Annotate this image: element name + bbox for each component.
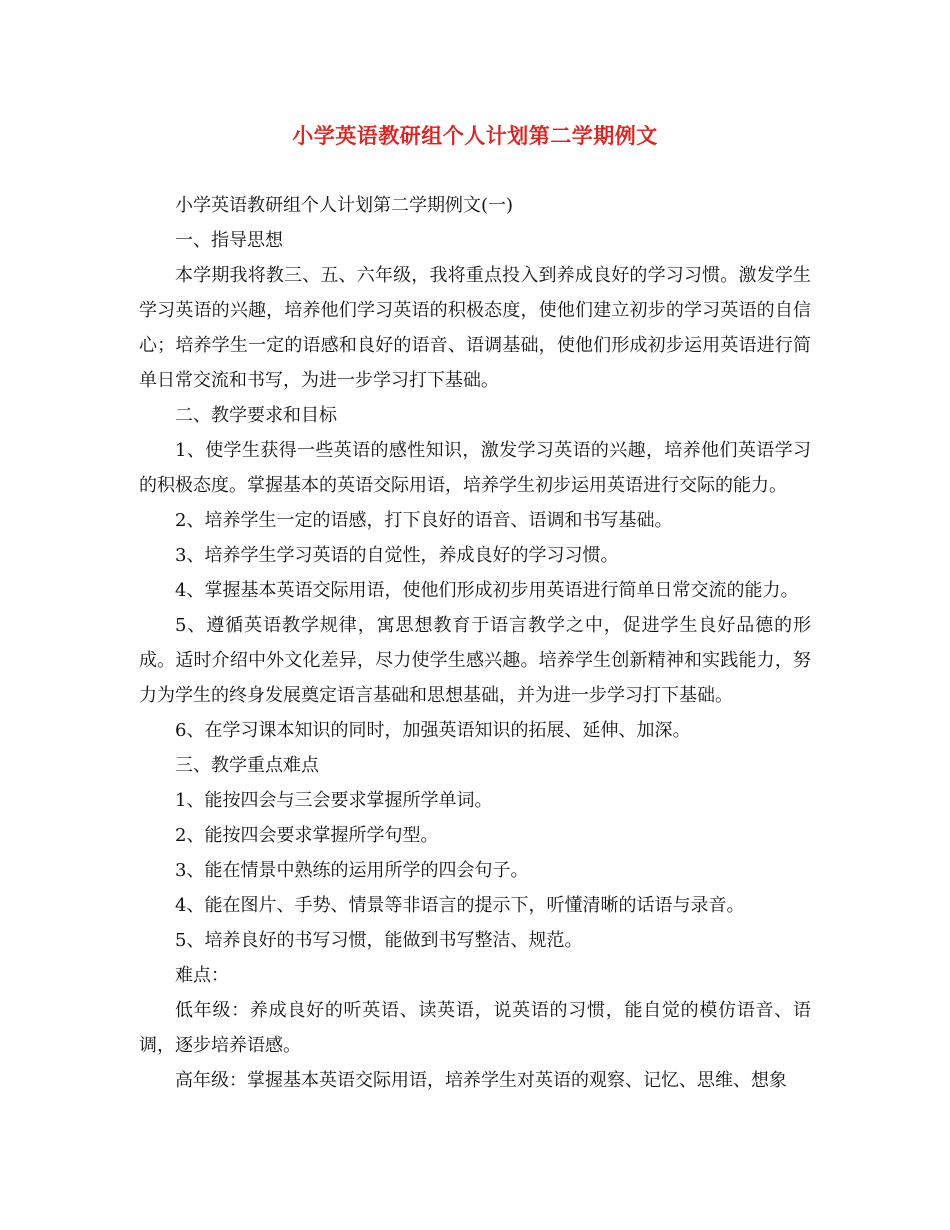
list-item: 1、使学生获得一些英语的感性知识，激发学习英语的兴趣，培养他们英语学习的积极态度。掌握基本的英语交际用语，培养学生初步运用英语进行交际的能力。	[139, 440, 811, 496]
heading-teaching-goals: 二、教学要求和目标	[175, 405, 337, 426]
document-title: 小学英语教研组个人计划第二学期例文	[292, 123, 658, 148]
paragraph-upper-grade: 高年级：掌握基本英语交际用语，培养学生对英语的观察、记忆、思维、想象	[175, 1070, 787, 1091]
list-item: 3、能在情景中熟练的运用所学的四会句子。	[175, 860, 529, 881]
list-item: 5、遵循英语教学规律，寓思想教育于语言教学之中，促进学生良好品德的形成。适时介绍中外文化差异，尽力使学生感兴趣。培养学生创新精神和实践能力，努力为学生的终身发展奠定语言基础和思想基础，并为进一步学习打下基础。	[139, 615, 811, 706]
heading-key-points: 三、教学重点难点	[175, 755, 319, 776]
list-item: 3、培养学生学习英语的自觉性，养成良好的学习习惯。	[175, 545, 619, 566]
heading-difficulties: 难点：	[175, 965, 229, 986]
paragraph-subtitle: 小学英语教研组个人计划第二学期例文(一)	[175, 195, 514, 216]
list-item: 6、在学习课本知识的同时，加强英语知识的拓展、延伸、加深。	[175, 720, 691, 741]
list-item: 2、培养学生一定的语感，打下良好的语音、语调和书写基础。	[175, 510, 673, 531]
list-item: 1、能按四会与三会要求掌握所学单词。	[175, 790, 493, 811]
paragraph-lower-grade: 低年级：养成良好的听英语、读英语，说英语的习惯，能自觉的模仿语音、语调，逐步培养语感。	[139, 1000, 811, 1056]
list-item: 5、培养良好的书写习惯，能做到书写整洁、规范。	[175, 930, 583, 951]
list-item: 4、掌握基本英语交际用语，使他们形成初步用英语进行简单日常交流的能力。	[175, 580, 799, 601]
list-item: 2、能按四会要求掌握所学句型。	[175, 825, 439, 846]
paragraph: 本学期我将教三、五、六年级，我将重点投入到养成良好的学习习惯。激发学生学习英语的兴趣，培养他们学习英语的积极态度，使他们建立初步的学习英语的自信心；培养学生一定的语感和良好的语音、语调基础，使他们形成初步运用英语进行简单日常交流和书写，为进一步学习打下基础。	[139, 265, 811, 391]
list-item: 4、能在图片、手势、情景等非语言的提示下，听懂清晰的话语与录音。	[175, 895, 745, 916]
document-body	[139, 188, 811, 1098]
heading-guiding-thought: 一、指导思想	[175, 230, 283, 251]
